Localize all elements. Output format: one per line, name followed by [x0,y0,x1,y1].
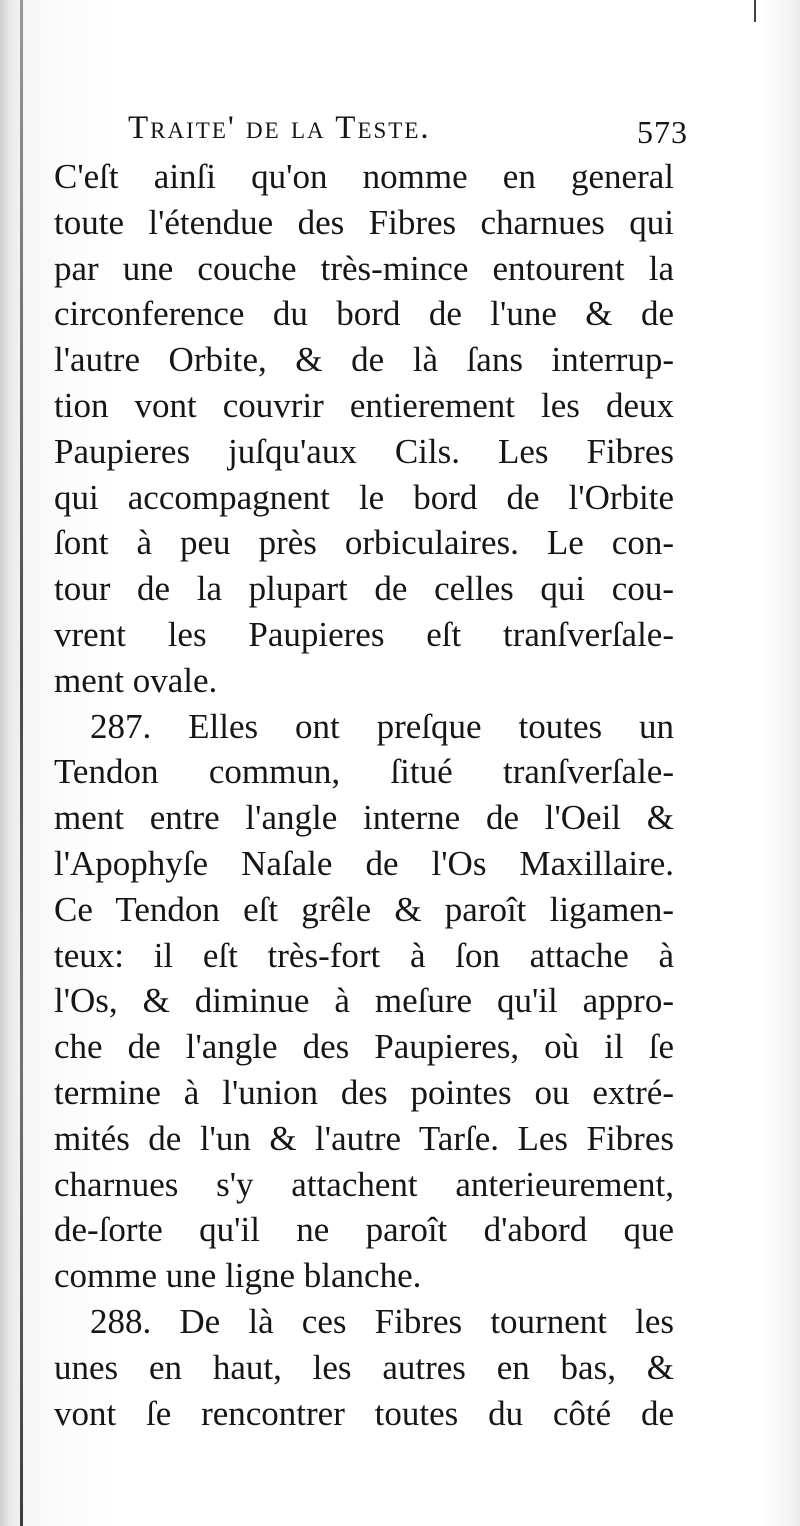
text-line: charnues s'y attachent anterieurement, [54,1164,674,1204]
text-line: circonference du bord de l'une & de [54,294,674,334]
page-number: 573 [637,114,688,150]
text-line: comme une ligne blanche. [54,1256,422,1296]
text-line: Paupieres juſqu'aux Cils. Les Fibres [54,431,674,471]
text-line: vrent les Paupieres eſt tranſverſale- [54,614,674,654]
page-header [128,110,688,156]
text-line: teux: il eſt très-fort à ſon attache à [54,935,674,975]
text-line: qui accompagnent le bord de l'Orbite [54,477,674,517]
text-line: Tendon commun, ſitué tranſverſale- [54,752,674,792]
text-line: l'autre Orbite, & de là ſans interrup- [54,340,674,380]
text-line: Ce Tendon eſt grêle & paroît ligamen- [54,889,674,929]
running-title: Traite' de la Teste. [128,110,431,146]
text-line: toute l'étendue des Fibres charnues qui [54,202,674,242]
text-line: vont ſe rencontrer toutes du côté de [54,1393,674,1433]
text-line: ment ovale. [54,660,218,700]
text-line: ment entre l'angle interne de l'Oeil & [54,798,674,838]
paragraph-start-287: 287. Elles ont preſque toutes un [90,706,674,746]
page-edge-mark [754,0,756,22]
text-line: l'Apophyſe Naſale de l'Os Maxillaire. [54,843,674,883]
text-line: unes en haut, les autres en bas, & [54,1347,674,1387]
text-line: l'Os, & diminue à meſure qu'il appro- [54,981,674,1021]
text-line: che de l'angle des Paupieres, où il ſe [54,1027,674,1067]
text-line: par une couche très-mince entourent la [54,248,674,288]
text-line: mités de l'un & l'autre Tarſe. Les Fibres [54,1118,674,1158]
text-line: ſont à peu près orbiculaires. Le con- [54,523,674,563]
text-line: tion vont couvrir entierement les deux [54,385,674,425]
text-line: tour de la plupart de celles qui cou- [54,569,674,609]
text-line: termine à l'union des pointes ou extré- [54,1072,674,1112]
paragraph-start-288: 288. De là ces Fibres tournent les [90,1301,674,1341]
text-line: de-ſorte qu'il ne paroît d'abord que [54,1210,674,1250]
text-line: C'eſt ainſi qu'on nomme en general [54,157,674,196]
binding-gutter-shadow [20,0,23,1526]
body-text [54,154,674,1436]
